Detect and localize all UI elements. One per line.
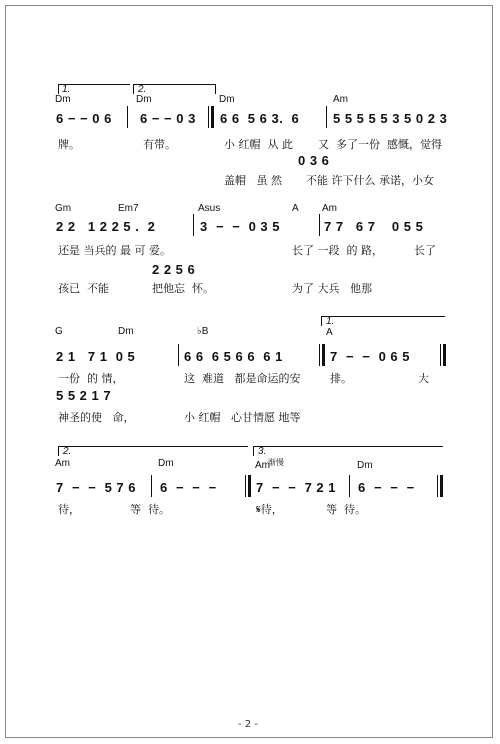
chord: Dm xyxy=(136,94,152,105)
notation-measure: 6 − − − xyxy=(358,480,415,495)
lyric-line: 𝄋待， xyxy=(256,503,283,516)
notation-measure: 6 − − 0 3 xyxy=(140,111,196,126)
volta-2b-line xyxy=(58,446,248,447)
lyric-line: 等 待。 xyxy=(130,503,170,516)
volta-1b-label: 1. xyxy=(326,316,335,327)
lyric-line: 大 xyxy=(418,372,429,385)
chord: A xyxy=(292,203,299,214)
lyric-line: 这 难道 都是命运的安 xyxy=(184,372,301,385)
chord: Dm xyxy=(158,458,174,469)
tempo-marking: 渐慢 xyxy=(268,458,284,467)
chord: G xyxy=(55,326,63,337)
chord: Am xyxy=(55,458,70,469)
lyric-line: 还是 当兵的 最 可 爱。 xyxy=(58,244,171,257)
volta-2b-label: 2. xyxy=(63,446,72,457)
lyric-line: 排。 xyxy=(330,372,352,385)
notation-alt: 2 2 5 6 xyxy=(152,262,196,277)
notation-measure: 7 7 6 7 0 5 5 xyxy=(324,219,424,234)
chord: A xyxy=(326,327,333,338)
lyric-line-alt: 不能 许下什么 承诺，小女 xyxy=(306,174,434,187)
volta-1-label: 1. xyxy=(62,84,71,95)
notation-measure: 7 − − 7 2 1 xyxy=(256,480,336,495)
lyric-line: 待， xyxy=(58,503,80,516)
volta-2-label: 2. xyxy=(138,84,147,95)
lyric-line-alt: 把他忘 怀。 xyxy=(152,282,214,295)
notation-measure: 2 1 7 1 0 5 xyxy=(56,349,136,364)
chord: Dm xyxy=(55,94,71,105)
lyric-line: 长了 一段 的 路， xyxy=(292,244,383,257)
lyric-line-alt: 为了 大兵 他那 xyxy=(292,282,372,295)
chord: Dm xyxy=(118,326,134,337)
lyric-line-alt: 盖帽 虽 然 xyxy=(224,174,282,187)
notation-measure: 2 2 1 2 2 5 . 2 xyxy=(56,219,156,234)
notation-measure: 5 5 5 5 5 3 5 0 2 3 xyxy=(333,111,448,126)
chord: Asus xyxy=(198,203,221,214)
chord: Am xyxy=(333,94,348,105)
volta-3-line xyxy=(253,446,443,447)
lyric-line: 有带。 xyxy=(143,138,176,151)
chord: ♭B xyxy=(197,326,209,337)
chord: Gm xyxy=(55,203,72,214)
page-number: - 2 - xyxy=(238,719,258,730)
chord: Em7 xyxy=(118,203,139,214)
lyric-line: 又 多了一份 感慨，觉得 xyxy=(318,138,442,151)
notation-measure: 6 − − 0 6 xyxy=(56,111,112,126)
lyric-line-alt: 神圣的使 命， xyxy=(58,411,135,424)
lyric-line: 小 红帽 从 此 xyxy=(224,138,293,151)
chord: Am xyxy=(255,460,270,471)
chord: Dm xyxy=(357,460,373,471)
lyric-line: 长了 xyxy=(414,244,436,257)
lyric-line-alt: 孩已 不能 xyxy=(58,282,109,295)
notation-measure: 6 6 5 6 3. 6 xyxy=(220,111,300,126)
lyric-line: 一份 的 情， xyxy=(58,372,124,385)
notation-measure: 7 − − 0 6 5 xyxy=(330,349,410,364)
notation-measure: 6 6 6 5 6 6 6 1 xyxy=(184,349,283,364)
lyric-line: 牌。 xyxy=(58,138,80,151)
notation-alt: 5 5 2 1 7 xyxy=(56,388,112,403)
lyric-line-alt: 小 红帽 心甘情愿 地等 xyxy=(184,411,301,424)
lyric-line: 等 待。 xyxy=(326,503,366,516)
volta-3-label: 3. xyxy=(258,446,267,457)
notation-measure: 6 − − − xyxy=(160,480,217,495)
notation-alt: 0 3 6 xyxy=(298,153,330,168)
notation-measure: 7 − − 5 7 6 xyxy=(56,480,136,495)
volta-1b-line xyxy=(321,316,445,317)
notation-measure: 3 − − 0 3 5 xyxy=(200,219,280,234)
chord: Am xyxy=(322,203,337,214)
chord: Dm xyxy=(219,94,235,105)
